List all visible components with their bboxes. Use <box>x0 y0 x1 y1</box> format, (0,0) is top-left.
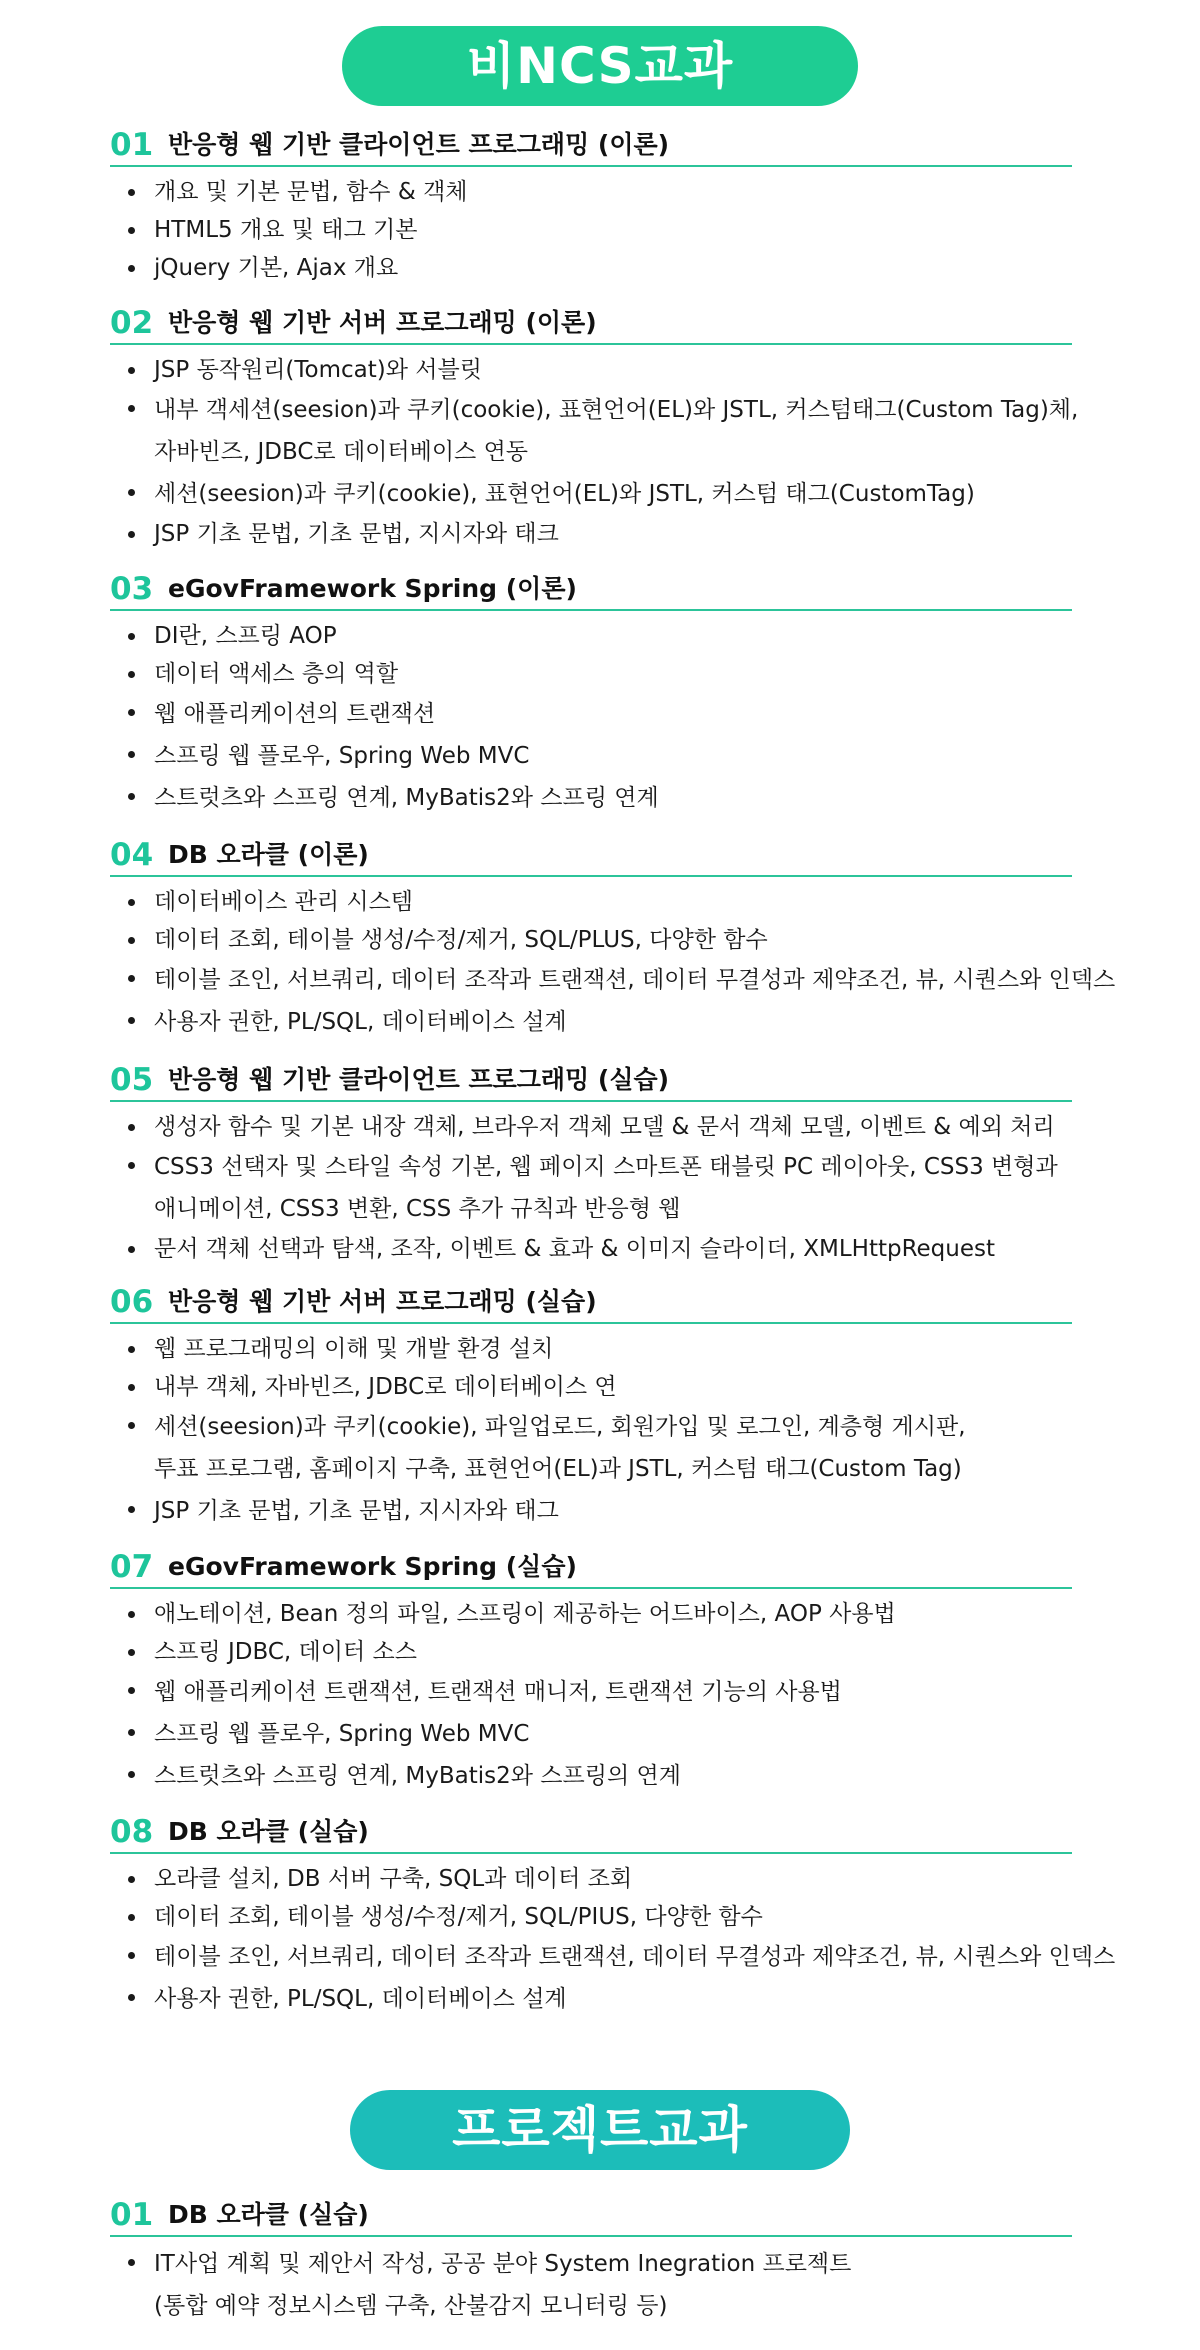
list-item: 생성자 함수 및 기본 내장 객체, 브라우저 객체 모델 & 문서 객체 모델, 이벤트 & 예외 처리 <box>110 1108 1090 1146</box>
section-04 <box>110 835 1116 1043</box>
item-list <box>110 1330 1090 1532</box>
section-header <box>110 1060 1072 1102</box>
list-item-continuation: 애니메이션, CSS3 변환, CSS 추가 규칙과 반응형 웹 <box>154 1196 681 1222</box>
list-item: 내부 객세션(seesion)과 쿠키(cookie), 표현언어(EL)와 JSTL, 커스텀태그(Custom Tag)체, <box>110 389 1090 431</box>
list-item: IT사업 계획 및 제안서 작성, 공공 분야 System Inegration 프로젝트 <box>110 2243 1090 2285</box>
section-03 <box>110 569 1090 819</box>
list-item: 스트럿츠와 스프링 연계, MyBatis2와 스프링의 연계 <box>110 1755 1090 1797</box>
section-01 <box>110 125 1090 287</box>
section-07 <box>110 1547 1090 1797</box>
section-number: 03 <box>110 571 154 607</box>
section-number: 08 <box>110 1814 154 1850</box>
item-list <box>110 883 1116 1043</box>
section-title: DB 오라클 (실습) <box>168 2200 369 2229</box>
list-item: 세션(seesion)과 쿠키(cookie), 표현언어(EL)와 JSTL, 커스텀 태그(CustomTag) <box>110 473 1090 515</box>
section-number: 05 <box>110 1062 154 1098</box>
list-item: 문서 객체 선택과 탐색, 조작, 이벤트 & 효과 & 이미지 슬라이더, XMLHttpRequest <box>110 1230 1090 1268</box>
item-list <box>110 173 1090 287</box>
list-item: 스프링 JDBC, 데이터 소스 <box>110 1633 1090 1671</box>
section-number: 01 <box>110 127 154 163</box>
section-08 <box>110 1812 1116 2020</box>
section-title: eGovFramework Spring (이론) <box>168 574 577 603</box>
project-section-01 <box>110 2195 1090 2327</box>
section-header <box>110 125 1072 167</box>
list-item: 데이터 조회, 테이블 생성/수정/제거, SQL/PIUS, 다양한 함수 <box>110 1898 1090 1936</box>
section-05 <box>110 1060 1090 1268</box>
list-item: 웹 애플리케이션 트랜잭션, 트랜잭션 매니저, 트랜잭션 기능의 사용법 <box>110 1671 1090 1713</box>
list-item-continuation: 자바빈즈, JDBC로 데이터베이스 연동 <box>154 439 529 465</box>
list-item: 사용자 권한, PL/SQL, 데이터베이스 설계 <box>110 1978 1090 2020</box>
section-06 <box>110 1282 1090 1532</box>
item-list <box>110 351 1090 553</box>
section-title: 반응형 웹 기반 서버 프로그래밍 (실습) <box>168 1287 597 1316</box>
item-list <box>110 1595 1090 1797</box>
item-list <box>110 2243 1090 2327</box>
section-header <box>110 2195 1072 2237</box>
section-title: DB 오라클 (실습) <box>168 1817 369 1846</box>
list-item: JSP 기초 문법, 기초 문법, 지시자와 태그 <box>110 1490 1090 1532</box>
list-item: JSP 동작원리(Tomcat)와 서블릿 <box>110 351 1090 389</box>
list-item: 스트럿츠와 스프링 연계, MyBatis2와 스프링 연계 <box>110 777 1090 819</box>
list-item: 개요 및 기본 문법, 함수 & 객체 <box>110 173 1090 211</box>
list-item: 애노테이션, Bean 정의 파일, 스프링이 제공하는 어드바이스, AOP 사용법 <box>110 1595 1090 1633</box>
section-number: 04 <box>110 837 154 873</box>
section-title: 반응형 웹 기반 서버 프로그래밍 (이론) <box>168 308 597 337</box>
section-header <box>110 303 1072 345</box>
list-item-continuation: 투표 프로그램, 홈페이지 구축, 표현언어(EL)과 JSTL, 커스텀 태그(Custom Tag) <box>154 1456 962 1482</box>
list-item: JSP 기초 문법, 기초 문법, 지시자와 태크 <box>110 515 1090 553</box>
ncs-banner: 비NCS교과 <box>342 26 858 106</box>
item-list <box>110 617 1090 819</box>
section-number: 06 <box>110 1284 154 1320</box>
list-item: 테이블 조인, 서브쿼리, 데이터 조작과 트랜잭션, 데이터 무결성과 제약조건, 뷰, 시퀀스와 인덱스 <box>110 959 1090 1001</box>
section-header <box>110 569 1072 611</box>
section-title: 반응형 웹 기반 클라이언트 프로그래밍 (이론) <box>168 130 670 159</box>
section-header <box>110 1547 1072 1589</box>
section-number: 01 <box>110 2197 154 2233</box>
section-header <box>110 835 1072 877</box>
list-item: 스프링 웹 플로우, Spring Web MVC <box>110 1713 1090 1755</box>
item-list <box>110 1108 1090 1268</box>
list-item: 내부 객체, 자바빈즈, JDBC로 데이터베이스 연 <box>110 1368 1090 1406</box>
project-banner: 프로젝트교과 <box>350 2090 850 2170</box>
list-item-continuation: (통합 예약 정보시스템 구축, 산불감지 모니터링 등) <box>154 2293 668 2319</box>
list-item: 테이블 조인, 서브쿼리, 데이터 조작과 트랜잭션, 데이터 무결성과 제약조건, 뷰, 시퀀스와 인덱스 <box>110 1936 1090 1978</box>
item-list <box>110 1860 1116 2020</box>
list-item: 웹 프로그래밍의 이해 및 개발 환경 설치 <box>110 1330 1090 1368</box>
section-title: 반응형 웹 기반 클라이언트 프로그래밍 (실습) <box>168 1065 670 1094</box>
section-02 <box>110 303 1090 553</box>
list-item: DI란, 스프링 AOP <box>110 617 1090 655</box>
list-item: 사용자 권한, PL/SQL, 데이터베이스 설계 <box>110 1001 1090 1043</box>
section-header <box>110 1812 1072 1854</box>
list-item: 오라클 설치, DB 서버 구축, SQL과 데이터 조회 <box>110 1860 1090 1898</box>
section-header <box>110 1282 1072 1324</box>
list-item: 웹 애플리케이션의 트랜잭션 <box>110 693 1090 735</box>
list-item: 데이터 액세스 층의 역할 <box>110 655 1090 693</box>
list-item: 세션(seesion)과 쿠키(cookie), 파일업로드, 회원가입 및 로그인, 계층형 게시판, <box>110 1406 1090 1448</box>
list-item: 데이터 조회, 테이블 생성/수정/제거, SQL/PLUS, 다양한 함수 <box>110 921 1090 959</box>
list-item: HTML5 개요 및 태그 기본 <box>110 211 1090 249</box>
section-number: 02 <box>110 305 154 341</box>
section-number: 07 <box>110 1549 154 1585</box>
list-item: CSS3 선택자 및 스타일 속성 기본, 웹 페이지 스마트폰 태블릿 PC 레이아웃, CSS3 변형과 <box>110 1146 1090 1188</box>
list-item: 데이터베이스 관리 시스템 <box>110 883 1090 921</box>
list-item: 스프링 웹 플로우, Spring Web MVC <box>110 735 1090 777</box>
section-title: DB 오라클 (이론) <box>168 840 369 869</box>
list-item: jQuery 기본, Ajax 개요 <box>110 249 1090 287</box>
section-title: eGovFramework Spring (실습) <box>168 1552 577 1581</box>
